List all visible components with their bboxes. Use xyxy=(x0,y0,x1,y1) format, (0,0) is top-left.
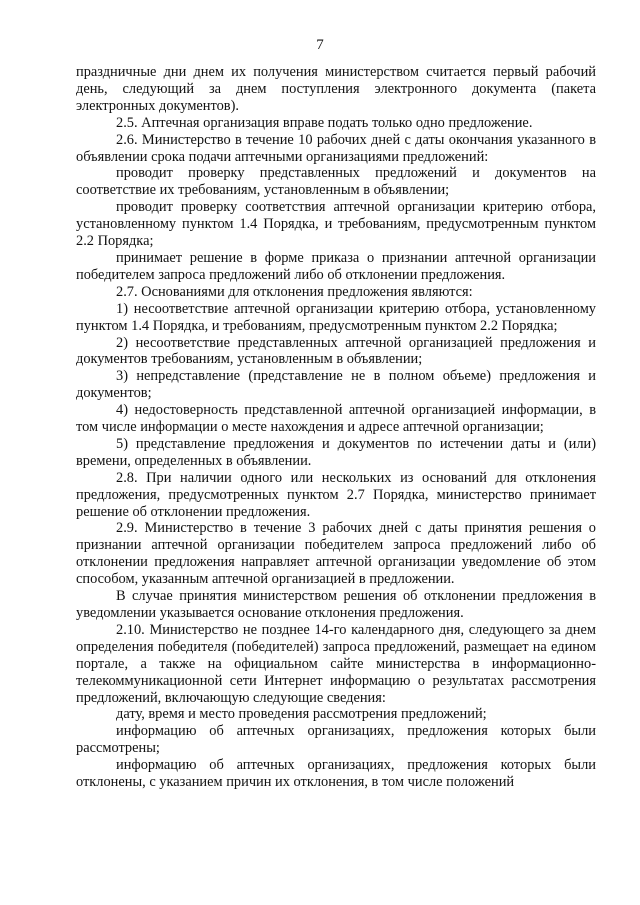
paragraph: информацию об аптечных организациях, предложения которых были рассмотрены; xyxy=(76,723,596,757)
paragraph: 2.10. Министерство не позднее 14-го календарного дня, следующего за днем определения победителя (победителей) запроса предложений, размещает на едином портале, а также на официальном сайте министерства в информационно-телекоммуникационной сети Интернет информацию о результатах рассмотрения предложений, включающую следующие сведения: xyxy=(76,621,596,706)
paragraph: принимает решение в форме приказа о признании аптечной организации победителем запроса предложений либо об отклонении предложения. xyxy=(76,249,596,283)
paragraph: информацию об аптечных организациях, предложения которых были отклонены, с указанием причин их отклонения, в том числе положений xyxy=(76,757,596,791)
paragraph: В случае принятия министерством решения об отклонении предложения в уведомлении указывается основание отклонения предложения. xyxy=(76,588,596,621)
paragraph: 2.6. Министерство в течение 10 рабочих дней с даты окончания указанного в объявлении срока подачи аптечными организациями предложений: xyxy=(76,131,596,165)
paragraph: 2) несоответствие представленных аптечной организацией предложения и документов требованиям, установленным в объявлении; xyxy=(76,334,596,368)
page-number: 7 xyxy=(316,37,324,53)
document-body xyxy=(76,64,596,791)
paragraph: проводит проверку соответствия аптечной организации критерию отбора, установленному пунктом 1.4 Порядка, и требованиям, предусмотренным пунктом 2.2 Порядка; xyxy=(76,199,596,250)
paragraph: 2.9. Министерство в течение 3 рабочих дней с даты принятия решения о признании аптечной организации победителем запроса предложений либо об отклонении предложения направляет аптечной организации уведомление об этом способом, указанным аптечной организацией в предложении. xyxy=(76,520,596,588)
paragraph: 3) непредставление (представление не в полном объеме) предложения и документов; xyxy=(76,368,596,402)
paragraph: 4) недостоверность представленной аптечной организацией информации, в том числе информации о месте нахождения и адресе аптечной организации; xyxy=(76,402,596,436)
paragraph: 2.8. При наличии одного или нескольких из оснований для отклонения предложения, предусмотренных пунктом 2.7 Порядка, министерство принимает решение об отклонении предложения. xyxy=(76,469,596,520)
paragraph: праздничные дни днем их получения министерством считается первый рабочий день, следующий за днем поступления электронного документа (пакета электронных документов). xyxy=(76,64,596,114)
paragraph: 1) несоответствие аптечной организации критерию отбора, установленному пунктом 1.4 Порядка, и требованиям, предусмотренным пунктом 2.2 Порядка; xyxy=(76,300,596,334)
paragraph: дату, время и место проведения рассмотрения предложений; xyxy=(116,706,487,723)
paragraph: 2.7. Основаниями для отклонения предложения являются: xyxy=(116,283,473,300)
paragraph: 5) представление предложения и документов по истечении даты и (или) времени, определенных в объявлении. xyxy=(76,435,596,469)
paragraph: 2.5. Аптечная организация вправе подать только одно предложение. xyxy=(116,114,533,131)
paragraph: проводит проверку представленных предложений и документов на соответствие их требованиям, установленным в объявлении; xyxy=(76,165,596,199)
